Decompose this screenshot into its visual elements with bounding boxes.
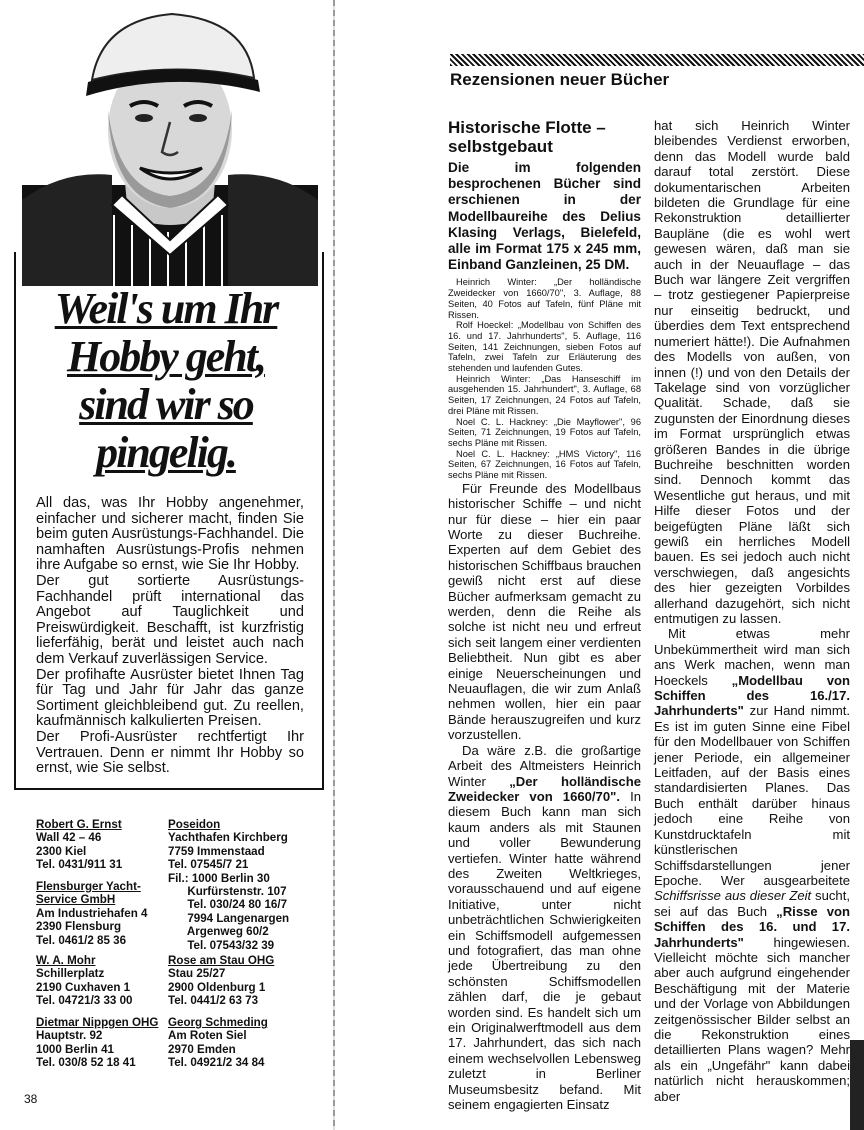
dealer-name: Georg Schmeding <box>168 1016 268 1029</box>
ad-paragraph: Der profihafte Ausrüster bietet Ihnen Tag für Tag und Jahr für Jahr das ganze Sortiment gleichbleibend gut. Zu reellen, kaufmännisch kalkulierten Preisen. <box>36 666 304 730</box>
dealer-line: Argenweg 60/2 <box>168 925 269 939</box>
article-lead: Die im folgenden besprochenen Bücher sind erschienen in der Modellbaureihe des Delius Klasing Verlags, Bielefeld, alle im Format 175 x 245 mm, Einband Ganzleinen, 25 DM. <box>448 160 641 273</box>
dealer-line: Tel. 07545/7 21 <box>168 858 249 872</box>
text-run: sucht, sei auf das Buch <box>654 888 850 919</box>
headline-line: sind wir so <box>79 380 253 429</box>
dealer-line: Kurfürstenstr. 107 <box>168 885 287 899</box>
dealer-name: W. A. Mohr <box>36 954 96 967</box>
book-reference: Noel C. L. Hackney: „HMS Victory", 116 Seiten, 67 Zeichnungen, 16 Fotos auf Tafeln, sechs Pläne mit Rissen. <box>448 448 641 481</box>
ad-headline <box>20 285 312 477</box>
dealer-line: Tel. 04921/2 34 84 <box>168 1056 265 1070</box>
dealer-line: Fil.: 1000 Berlin 30 <box>168 871 270 885</box>
dealer-line: 2300 Kiel <box>36 844 87 858</box>
book-reference: Heinrich Winter: „Das Hanseschiff im ausgehenden 15. Jahrhundert", 3. Auflage, 68 Seiten, 17 Zeichnungen, 24 Fotos auf Tafeln, drei Pläne mit Rissen. <box>448 373 641 416</box>
book-reference: Heinrich Winter: „Der holländische Zweidecker von 1660/70", 3. Auflage, 88 Seiten, 40 Fotos auf Tafeln, fünf Pläne mit Rissen. <box>448 277 641 320</box>
book-title-bold: „Der holländische Zweidecker von 1660/70". <box>448 773 641 804</box>
ad-paragraph: Der Profi-Ausrüster rechtfertigt Ihr Vertrauen. Denn er nimmt Ihr Hobby so ernst, wie Sie selbst. <box>36 728 304 777</box>
dealer-line: Tel. 030/8 52 18 41 <box>36 1056 136 1070</box>
dealer-name: Rose am Stau OHG <box>168 954 275 967</box>
book-title-bold: „Risse von Schiffen des 16. und 17. Jahrhunderts" <box>654 903 851 950</box>
dealer-line: Tel. 0431/911 31 <box>36 858 123 872</box>
dealer-name: Dietmar Nippgen OHG <box>36 1016 159 1029</box>
dealer-line: Am Roten Siel <box>168 1029 247 1043</box>
ad-paragraph: Der gut sortierte Ausrüstungs-Fachhandel prüft international das Angebot auf Tauglichkeit und Preiswürdigkeit. Beschafft, ist kurzfristig lieferfähig, berät und leistet auch nach dem Verkauf zuverlässigen Service. <box>36 572 304 667</box>
page-edge-shadow <box>850 1040 864 1130</box>
article-paragraph <box>654 626 850 1104</box>
ad-paragraph: All das, was Ihr Hobby angenehmer, einfacher und sicherer macht, finden Sie beim guten Ausrüstungs-Fachhandel. Die namhaften Ausrüstungs-Profis nehmen ihre Aufgabe so ernst, wie Sie Ihr Hobby. <box>36 495 304 574</box>
book-reference: Noel C. L. Hackney: „Die Mayflower", 96 Seiten, 71 Zeichnungen, 19 Fotos auf Tafeln, sechs Pläne mit Rissen. <box>448 416 641 448</box>
dealer-line: Am Industriehafen 4 <box>36 906 148 920</box>
dealer-line: 2390 Flensburg <box>36 920 122 934</box>
dealer-line: Tel. 07543/32 39 <box>168 938 275 952</box>
dealer-name: Robert G. Ernst <box>36 818 122 831</box>
dealer-entry <box>168 1016 268 1070</box>
ad-body <box>36 496 304 777</box>
headline-line: Hobby geht, <box>67 332 265 381</box>
section-header-bar <box>450 54 864 66</box>
page-number: 38 <box>24 1092 38 1106</box>
headline-line: pingelig. <box>96 428 236 477</box>
dealer-entry <box>36 1016 158 1070</box>
section-title: Rezensionen neuer Bücher <box>450 70 670 89</box>
dealer-entry <box>36 954 132 1008</box>
dealer-line: Tel. 04721/3 33 00 <box>36 994 133 1008</box>
dealer-line: 1000 Berlin 41 <box>36 1042 114 1056</box>
dealer-entry <box>36 880 161 947</box>
dealer-name: Poseidon <box>168 818 221 831</box>
dealer-line: Yachthafen Kirchberg <box>168 831 288 845</box>
dealer-name: Flensburger Yacht-Service GmbH <box>36 880 141 907</box>
ad-photo <box>22 0 318 286</box>
text-run: Da wäre z.B. die großartige Arbeit des Altmeisters Heinrich Winter <box>448 742 641 789</box>
dealer-line: Tel. 0461/2 85 36 <box>36 933 127 947</box>
book-reference: Rolf Hoeckel: „Modellbau von Schiffen des 16. und 17. Jahrhunderts", 5. Auflage, 116 Seiten, 141 Zeichnungen, sieben Fotos auf Tafeln, zwei Tafeln zur Erläuterung des stehenden und laufenden Gutes. <box>448 320 641 374</box>
dealer-line: 2970 Emden <box>168 1042 236 1056</box>
article-column-1 <box>448 118 641 1112</box>
dealer-line: Schillerplatz <box>36 967 105 981</box>
dealer-entry <box>168 954 274 1008</box>
dealer-line: Tel. 030/24 80 16/7 <box>168 898 288 912</box>
dealer-line: 2190 Cuxhaven 1 <box>36 980 131 994</box>
article-paragraph <box>448 743 641 1113</box>
dealer-line: 7759 Immenstaad <box>168 844 265 858</box>
italic-text: Schiffsrisse aus dieser Zeit <box>654 888 812 904</box>
dealer-line: Stau 25/27 <box>168 967 226 981</box>
page-gutter <box>333 0 335 1130</box>
dealer-line: Wall 42 – 46 <box>36 831 102 845</box>
dealer-line: 7994 Langenargen <box>168 911 290 925</box>
dealer-line: 2900 Oldenburg 1 <box>168 980 266 994</box>
dealer-entry <box>36 818 122 872</box>
article-column-2 <box>654 118 850 1104</box>
dealer-line: Tel. 0441/2 63 73 <box>168 994 259 1008</box>
text-run: Mit etwas mehr Unbekümmertheit wird man sich ans Werk machen, wenn man Hoeckels <box>654 626 850 688</box>
book-references <box>448 277 641 480</box>
article-title: Historische Flotte – selbstgebaut <box>448 118 606 156</box>
article-paragraph: hat sich Heinrich Winter bleibendes Verdienst erworben, denn das Modell wurde bald darauf total zerstört. Diese dokumentarischen Arbeiten bildeten die Grundlage für eine Rekonstruktion detaillierter Baupläne (die es wohl wert gewesen wären, daß man sie auch in der Neuauflage – das Buch war längere Zeit vergriffen – trotz gestiegener Papierpreise nur einseitig bedruckt, und überdies dem Text entsprechend numeriert hätte!). Die Aufnahmen des Modells von außen, von innen (!) und von den Details der Takelage sind von vorzüglicher Qualität. Schade, daß sie zugunsten der Einordnung dieses im Format ursprünglich etwas größeren Bandes in die übrige Buchreihe beschnitten worden sind. Dennoch kommt das Wesentliche gut heraus, und mit Hilfe dieser Fotos und der beigefügten Pläne läßt sich gewiß ein herrliches Modell bauen. Es sei jedoch auch nicht verschwiegen, daß angesichts des hier gezeigten Vorbildes allerhand dazugehört, sich nicht entmutigen zu lassen. <box>654 118 850 626</box>
text-run: In diesem Buch kann man sich kaum anders als mit Staunen und voller Bewunderung vertiefen. Winter hatte während des Zweiten Weltkrieges, vorausschauend und auf eigene Initiative, unter nicht unbeträchtlichen Schwierigkeiten ein Schiffsmodell aufgemessen und fotografiert, das man ohne jede Übertreibung zu den schönsten Schiffsmodellen zählen darf, die je gebaut worden sind. Es handelt sich um ein Originalwerftmodell aus dem 17. Jahrhundert, das sich nach einem wechselvollen Lebensweg zuletzt in Berliner Museumsbesitz befand. Mit seinem engagierten Einsatz <box>448 788 642 1113</box>
dealer-entry <box>168 818 289 952</box>
text-run: zur Hand nimmt. Es ist im guten Sinne eine Fibel für den Modellbauer von Schiffen jener Periode, ein allgemeiner Leitfaden, auf der Basis eines standardisierten Planes. Das Buch enthält darüber hinaus jedoch eine Reihe von Kunstdrucktafeln mit künstlerischen Schiffsdarstellungen jener Epoche. Wer ausgearbeitete <box>654 703 850 888</box>
headline-line: Weil's um Ihr <box>54 284 278 333</box>
text-run: hingewiesen. Vielleicht möchte sich mancher aber auch aufgrund eingehender Beschäftigung mit der Materie und der Vorlage von Abbildungen zeitgenössischer Bilder selbst an die Rekonstruktion eines detaillierten Plans wagen? Mehr als ein „Ungefähr" kann dabei natürlich nicht herauskommen; aber <box>654 934 850 1104</box>
book-title-bold: „Modellbau von Schiffen des 16./17. Jahrhunderts" <box>654 672 850 719</box>
dealer-line: Hauptstr. 92 <box>36 1029 103 1043</box>
article-paragraph: Für Freunde des Modellbaus historischer Schiffe – und nicht nur für diese – hier ein paar Worte zu dieser Buchreihe. Experten auf dem Gebiet des historischen Schiffbaus brauchen gewiß nicht erst auf diese Bücher aufmerksam gemacht zu werden, denn die Reihe als solche ist nicht neu und erfreut sich seit langem einer verdienten Beliebtheit. Nun gibt es aber einige Neuerscheinungen und Neuauflagen, die wir zum Anlaß nehmen wollen, hier ein paar Bände herauszugreifen und kurz vorzustellen. <box>448 480 641 743</box>
